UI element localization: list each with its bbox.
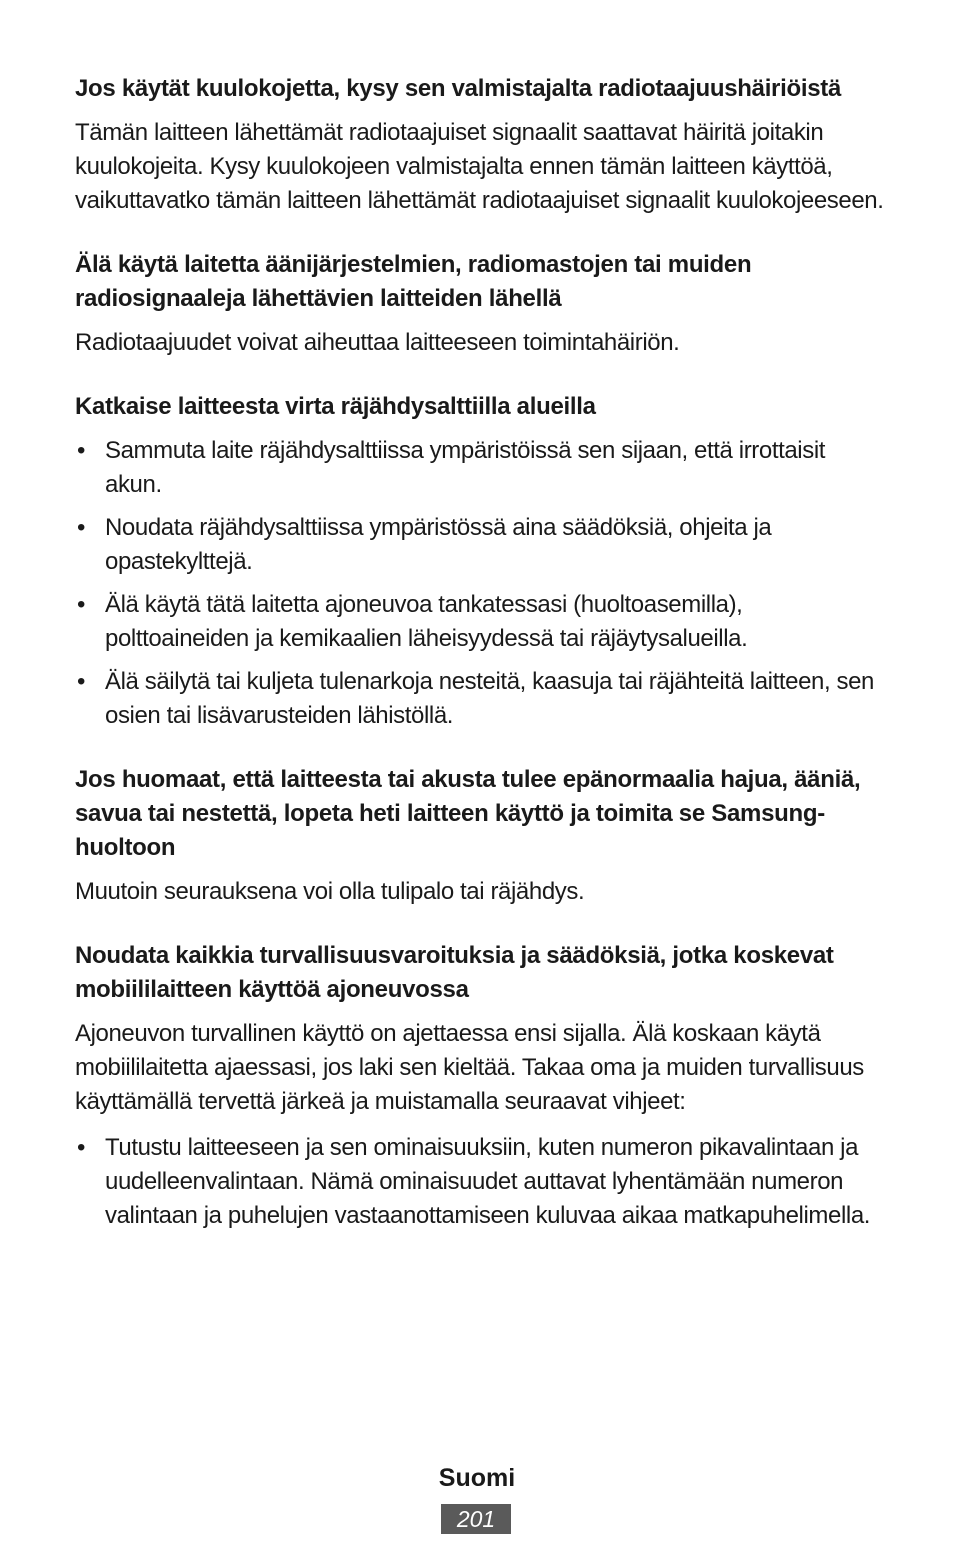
section-heading: Katkaise laitteesta virta räjähdysalttiilla alueilla: [75, 393, 596, 420]
section-paragraph: Radiotaajuudet voivat aiheuttaa laitteeseen toimintahäiriön.: [75, 329, 680, 356]
section-paragraph: Ajoneuvon turvallinen käyttö on ajettaessa ensi sijalla. Älä koskaan käytä mobiililaitetta ajaessasi, jos laki sen kieltää. Takaa oma ja muiden turvallisuus käyttämällä tervettä järkeä ja muistamalla seuraavat vihjeet:: [75, 1020, 864, 1115]
section-heading: Jos käytät kuulokojetta, kysy sen valmistajalta radiotaajuushäiriöistä: [75, 75, 841, 102]
section-heading: Jos huomaat, että laitteesta tai akusta tulee epänormaalia hajua, ääniä, savua tai nestettä, lopeta heti laitteen käyttö ja toimita se Samsung-huoltoon: [75, 766, 861, 861]
bullet-text: Tutustu laitteeseen ja sen ominaisuuksiin, kuten numeron pikavalintaan ja uudelleenvalintaan. Nämä ominaisuudet auttavat lyhentämään numeron valintaan ja puhelujen vastaanottamiseen kuluvaa aikaa matkapuhelimella.: [105, 1134, 871, 1229]
bullet-list: [75, 1131, 885, 1233]
bullet-icon: •: [77, 668, 86, 695]
footer-language: Suomi: [438, 1464, 516, 1492]
bullet-icon: •: [77, 591, 86, 618]
bullet-icon: •: [77, 514, 86, 541]
bullet-list-item: [75, 588, 885, 656]
bullet-text: Älä säilytä tai kuljeta tulenarkoja nesteitä, kaasuja tai räjähteitä laitteen, sen osien tai lisävarusteiden lähistöllä.: [105, 668, 875, 729]
bullet-list-item: [75, 434, 885, 502]
section-heading: Noudata kaikkia turvallisuusvaroituksia ja säädöksiä, jotka koskevat mobiililaitteen käyttöä ajoneuvossa: [75, 942, 834, 1003]
bullet-list-item: [75, 665, 885, 733]
document-body: [75, 72, 885, 1263]
bullet-icon: •: [77, 437, 86, 464]
section-paragraph: Tämän laitteen lähettämät radiotaajuiset signaalit saattavat häiritä joitakin kuulokojeita. Kysy kuulokojeen valmistajalta ennen tämän laitteen käyttöä, vaikuttavatko tämän laitteen lähettämät radiotaajuiset signaalit kuulokojeeseen.: [75, 119, 884, 214]
bullet-icon: •: [77, 1134, 86, 1161]
section-heading: Älä käytä laitetta äänijärjestelmien, radiomastojen tai muiden radiosignaaleja lähettävien laitteiden lähellä: [75, 251, 752, 312]
bullet-text: Noudata räjähdysalttiissa ympäristössä aina säädöksiä, ohjeita ja opastekylttejä.: [105, 514, 772, 575]
bullet-list-item: [75, 1131, 885, 1233]
bullet-list-item: [75, 511, 885, 579]
page-number: 201: [441, 1504, 511, 1534]
section-paragraph: Muutoin seurauksena voi olla tulipalo tai räjähdys.: [75, 878, 585, 905]
bullet-text: Älä käytä tätä laitetta ajoneuvoa tankatessasi (huoltoasemilla), polttoaineiden ja kemikaalien läheisyydessä tai räjäytysalueilla.: [105, 591, 748, 652]
bullet-list: [75, 434, 885, 733]
bullet-text: Sammuta laite räjähdysalttiissa ympäristöissä sen sijaan, että irrottaisit akun.: [105, 437, 826, 498]
